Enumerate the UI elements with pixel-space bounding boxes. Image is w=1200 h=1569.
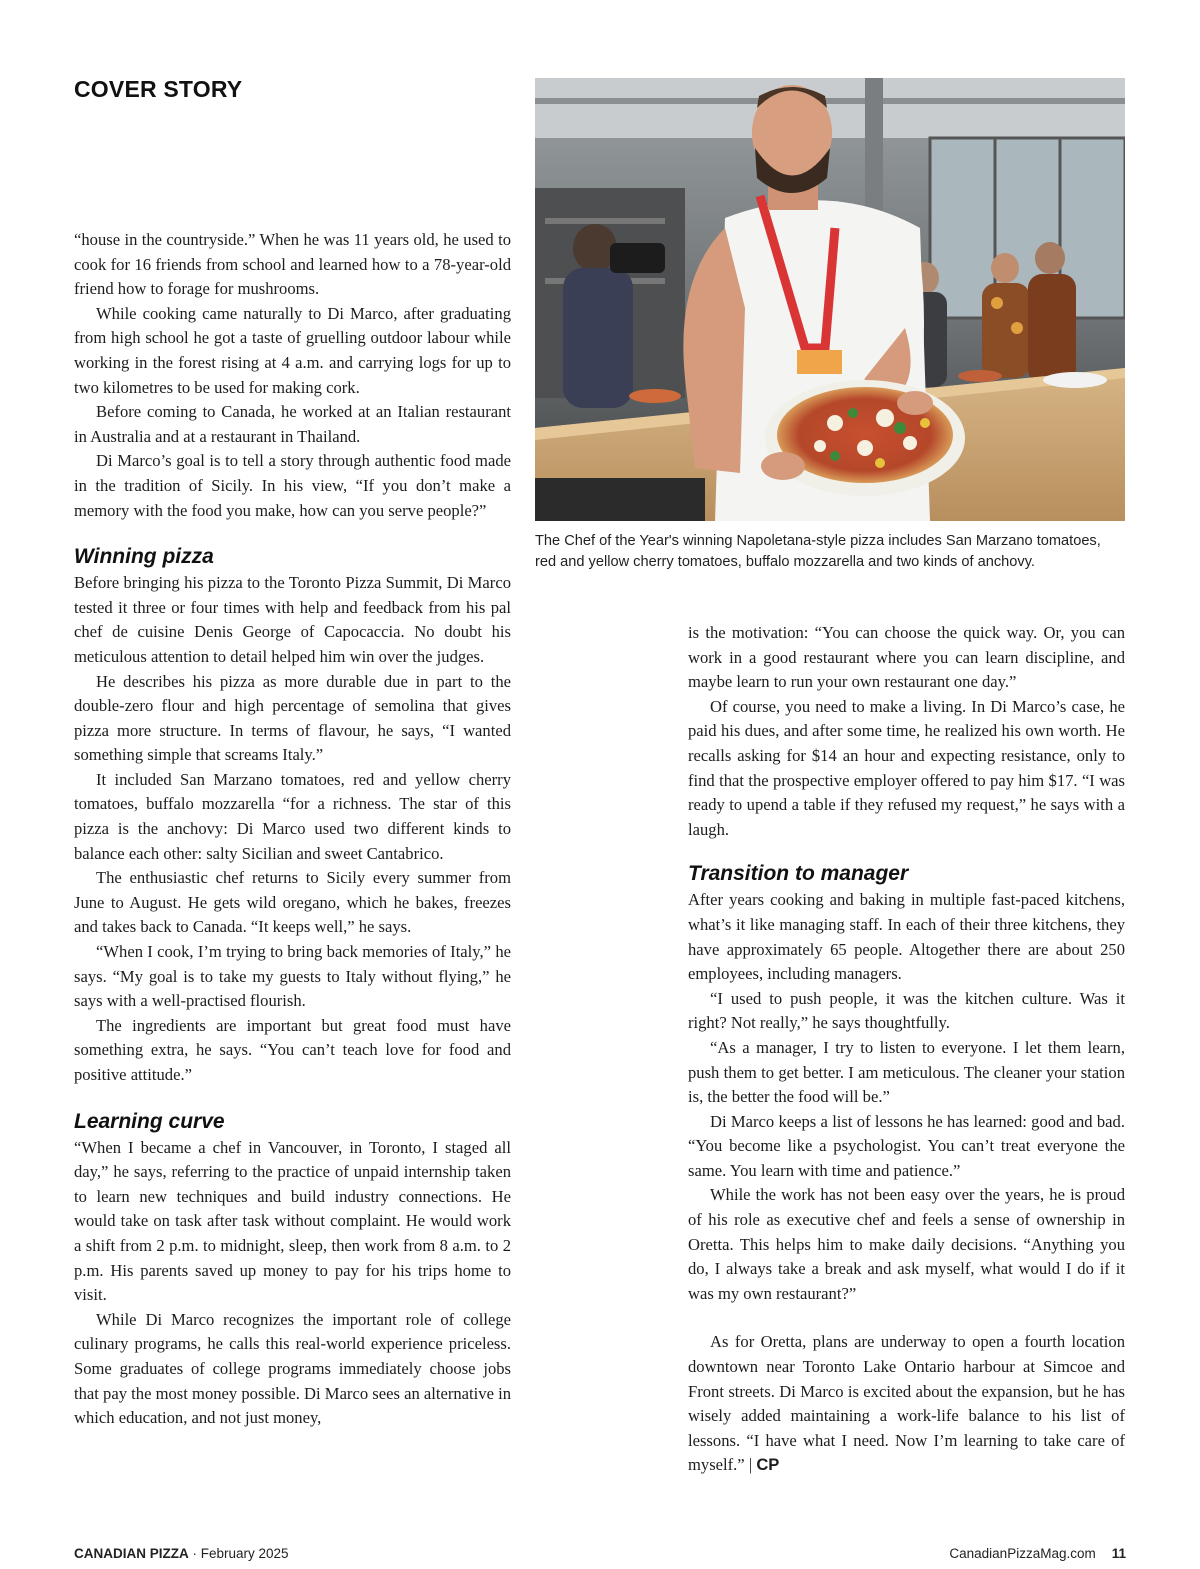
article-photo <box>535 78 1125 521</box>
magazine-name: CANADIAN PIZZA <box>74 1546 189 1561</box>
article-column-right <box>688 621 1125 1478</box>
subheading-winning-pizza: Winning pizza <box>74 545 214 569</box>
footer-separator: · <box>188 1546 201 1561</box>
paragraph: He describes his pizza as more durable due in part to the double-zero flour and high percentage of semolina that gives pizza more structure. In terms of flavour, he says, “I wanted something simple that screams Italy.” <box>74 671 511 765</box>
paragraph: “I used to push people, it was the kitchen culture. Was it right? Not really,” he says thoughtfully. <box>688 988 1125 1033</box>
paragraph: While Di Marco recognizes the important role of college culinary programs, he calls this real-world experience priceless. Some graduates of college programs immediately choose jobs that pay the most money possible. Di Marco sees an alternative in which education, and not just money, <box>74 1309 511 1428</box>
paragraph: Of course, you need to make a living. In Di Marco’s case, he paid his dues, and after some time, he realized his own worth. He recalls asking for $14 an hour and expecting resistance, only to find that the prospective employer offered to pay him $17. “I was ready to upend a table if they refused my request,” he says with a laugh. <box>688 696 1125 839</box>
paragraph: Di Marco keeps a list of lessons he has learned: good and bad. “You become like a psychologist. You can’t treat everyone the same. You learn with time and patience.” <box>688 1111 1125 1180</box>
paragraph: “house in the countryside.” When he was 11 years old, he used to cook for 16 friends from school and learned how to a 78-year-old friend how to forage for mushrooms. <box>74 230 511 299</box>
paragraph: “As a manager, I try to listen to everyone. I let them learn, push them to get better. I am meticulous. The cleaner your station is, the better the food will be.” <box>688 1037 1125 1107</box>
paragraph: After years cooking and baking in multiple fast-paced kitchens, what’s it like managing staff. In each of their three kitchens, they have approximately 65 people. Altogether there are about 250 employees, including managers. <box>688 890 1125 984</box>
paragraph: While cooking came naturally to Di Marco, after graduating from high school he got a taste of gruelling outdoor labour while working in the forest rising at 4 a.m. and carrying logs for up to two kilometres to be used for making cork. <box>74 303 511 397</box>
paragraph: “When I became a chef in Vancouver, in Toronto, I staged all day,” he says, referring to the practice of unpaid internship taken to learn new techniques and build industry connections. He would take on task after task without complaint. He would work a shift from 2 p.m. to midnight, sleep, then work from 8 a.m. to 2 p.m. His parents saved up money to pay for his trips home to visit. <box>74 1137 511 1305</box>
subheading-transition-to-manager: Transition to manager <box>688 862 909 886</box>
end-mark: CP <box>756 1455 780 1475</box>
section-label: COVER STORY <box>74 76 243 102</box>
issue-date: February 2025 <box>200 1546 289 1561</box>
website: CanadianPizzaMag.com <box>949 1546 1096 1561</box>
paragraph: The enthusiastic chef returns to Sicily every summer from June to August. He gets wild oregano, which he bakes, freezes and takes back to Canada. “It keeps well,” he says. <box>74 868 511 937</box>
paragraph <box>688 1330 1125 1478</box>
footer-publication <box>74 1546 289 1561</box>
footer-site <box>949 1546 1126 1561</box>
photo-caption: The Chef of the Year's winning Napoletana-style pizza includes San Marzano tomatoes, red and yellow cherry tomatoes, buffalo mozzarella and two kinds of anchovy. <box>535 533 1101 570</box>
article-column-left <box>74 228 511 1431</box>
paragraph: Di Marco’s goal is to tell a story through authentic food made in the tradition of Sicily. In his view, “If you don’t make a memory with the food you make, how can you serve people?” <box>74 451 511 520</box>
paragraph: It included San Marzano tomatoes, red and yellow cherry tomatoes, buffalo mozzarella “for a richness. The star of this pizza is the anchovy: Di Marco used two different kinds to balance each other: salty Sicilian and sweet Cantabrico. <box>74 769 511 863</box>
paragraph: “When I cook, I’m trying to bring back memories of Italy,” he says. “My goal is to take my guests to Italy without flying,” he says with a well-practised flourish. <box>74 942 511 1011</box>
paragraph: is the motivation: “You can choose the quick way. Or, you can work in a good restaurant where you can learn discipline, and maybe learn to run your own restaurant one day.” <box>688 623 1125 692</box>
page-footer <box>74 1546 1126 1566</box>
paragraph: While the work has not been easy over the years, he is proud of his role as executive chef and feels a sense of ownership in Oretta. This helps him to make daily decisions. “Anything you do, I always take a break and ask myself, what would I do if it was my own restaurant?” <box>688 1185 1125 1303</box>
paragraph: Before coming to Canada, he worked at an Italian restaurant in Australia and at a restaurant in Thailand. <box>74 402 511 446</box>
paragraph: Before bringing his pizza to the Toronto Pizza Summit, Di Marco tested it three or four times with help and feedback from his pal chef de cuisine Denis George of Capocaccia. No doubt his meticulous attention to detail helped him win over the judges. <box>74 573 511 666</box>
paragraph-text: As for Oretta, plans are underway to open a fourth location downtown near Toronto Lake Ontario harbour at Simcoe and Front streets. Di Marco is excited about the expansion, but he has wisely added maintaining a work-life balance to his list of lessons. “I have what I need. Now I’m learning to take care of myself.” | <box>688 1332 1125 1475</box>
paragraph: The ingredients are important but great food must have something extra, he says. “You can’t teach love for food and positive attitude.” <box>74 1015 511 1084</box>
page-number: 11 <box>1111 1546 1126 1561</box>
subheading-learning-curve: Learning curve <box>74 1109 225 1133</box>
